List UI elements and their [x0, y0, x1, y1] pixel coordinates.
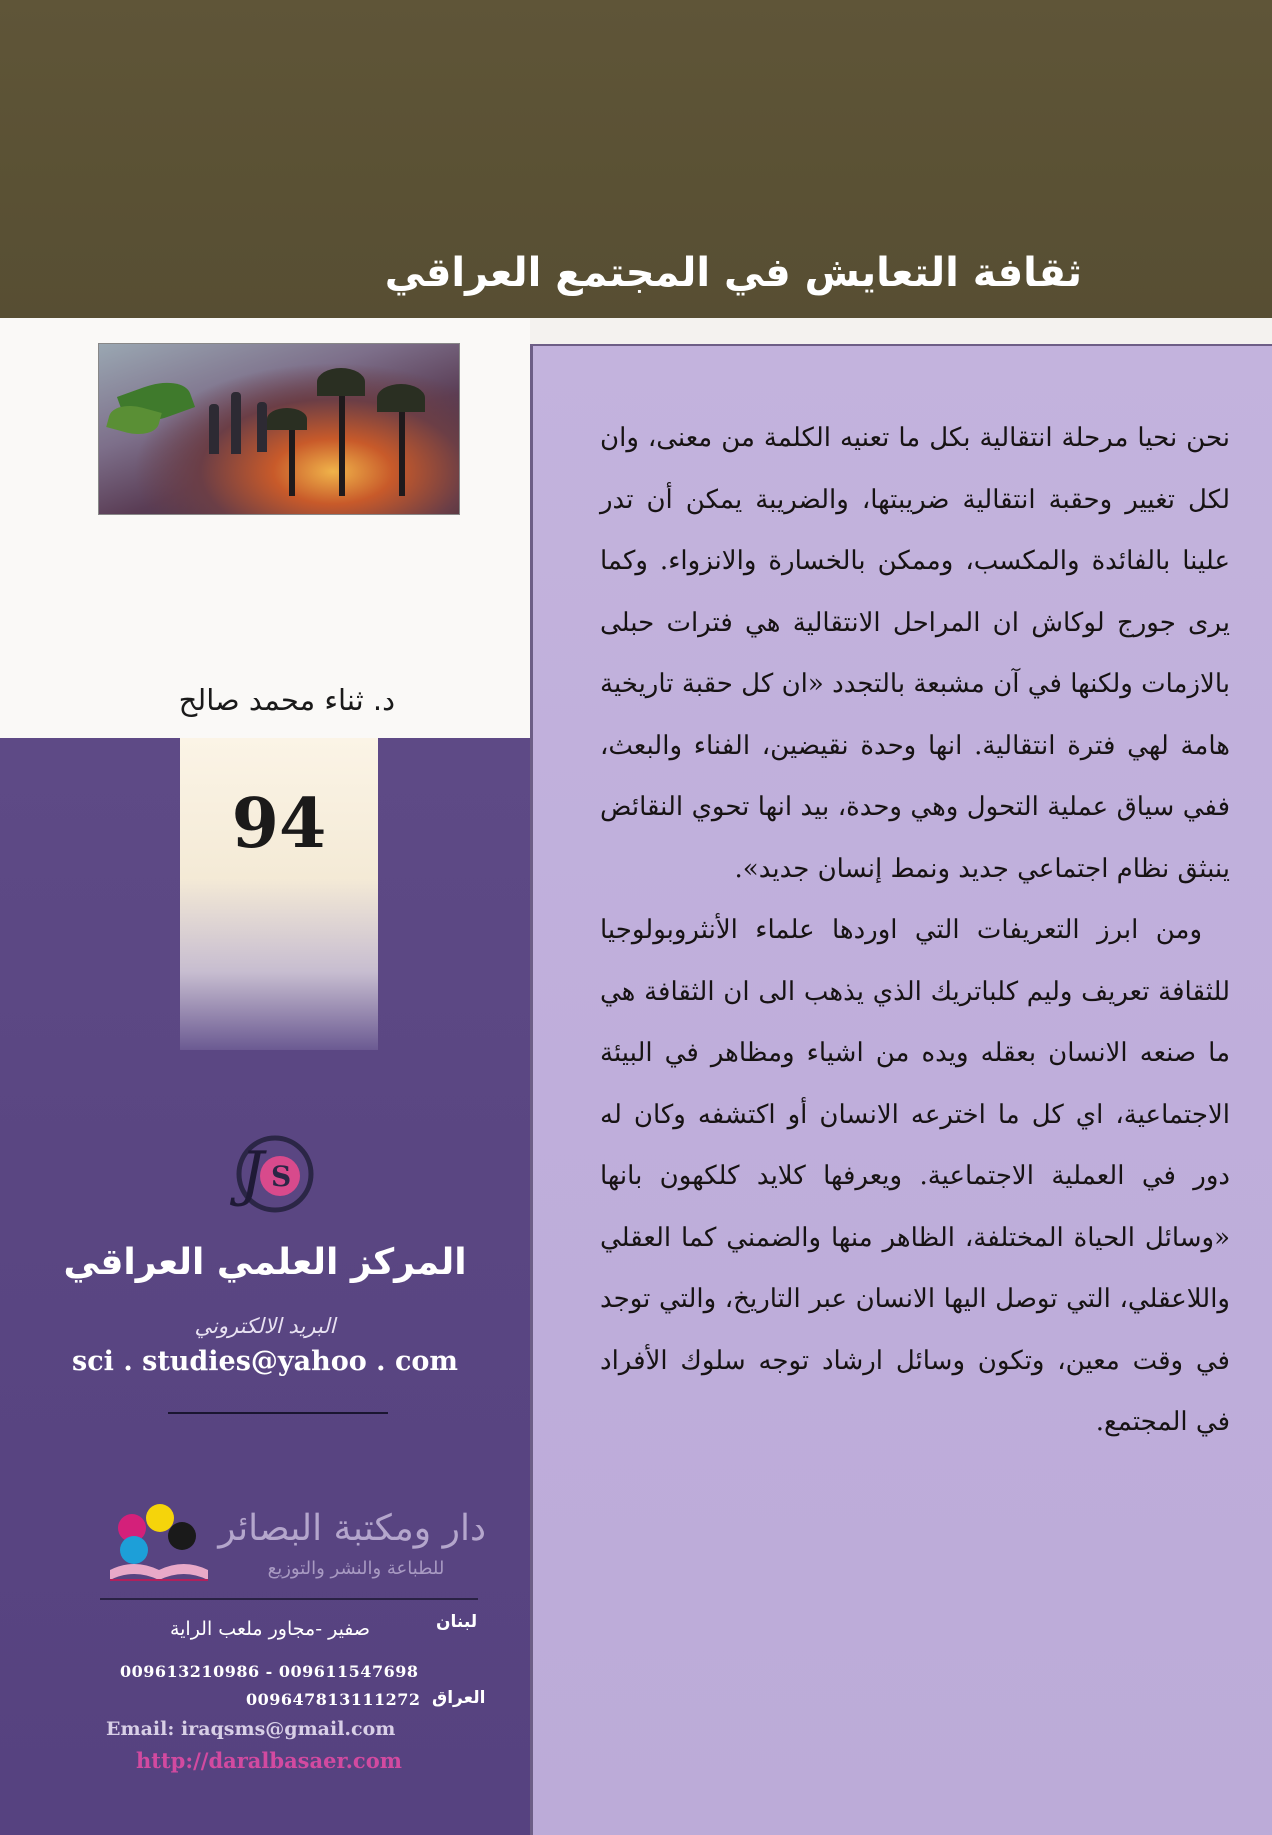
figure-silhouette: [209, 404, 219, 454]
author-name: د. ثناء محمد صالح: [178, 683, 395, 717]
publisher-email[interactable]: Email: iraqsms@gmail.com: [106, 1718, 396, 1740]
publisher-url[interactable]: http://daralbasaer.com: [136, 1748, 402, 1773]
book-title: ثقافة التعايش في المجتمع العراقي: [384, 250, 1082, 296]
series-number: 94: [231, 784, 327, 864]
figure-silhouette: [231, 392, 241, 454]
center-email[interactable]: sci . studies@yahoo . com: [72, 1346, 458, 1377]
back-cover-text: [600, 408, 1230, 1454]
svg-text:S: S: [271, 1160, 292, 1193]
paragraph: نحن نحيا مرحلة انتقالية بكل ما تعنيه الكلمة من معنى، وان لكل تغيير وحقبة انتقالية ضريبتها، والضريبة يمكن أن تدر علينا بالفائدة والمكسب، وممكن بالخسارة والانزواء. وكما يرى جورج لوكاش ان المراحل الانتقالية هي فترات حبلى بالازمات ولكنها في آن مشبعة بالتجدد «ان كل حقبة تاريخية هامة لهي فترة انتقالية. انها وحدة نقيضين، الفناء والبعث، ففي سياق عملية التحول وهي وحدة، بيد انها تحوي النقائض ينبثق نظام اجتماعي جديد ونمط إنسان جديد».: [600, 423, 1231, 884]
svg-text:J: J: [240, 1139, 265, 1209]
publisher-logo-icon: [104, 1500, 214, 1590]
center-name: المركز العلمي العراقي: [63, 1242, 467, 1283]
cover-illustration: [98, 343, 460, 515]
figure-silhouette: [257, 402, 267, 452]
palm-frond: [317, 368, 365, 396]
publisher-name: دار ومكتبة البصائر: [218, 1508, 486, 1549]
palm-frond: [377, 384, 425, 412]
divider: [168, 1412, 388, 1414]
lebanon-phones: 009613210986 - 009611547698: [120, 1662, 419, 1681]
email-label: البريد الالكتروني: [194, 1314, 336, 1338]
paragraph: ومن ابرز التعريفات التي اوردها علماء الأنثروبولوجيا للثقافة تعريف وليم كلباتريك الذي يذهب الى ان الثقافة هي ما صنعه الانسان بعقله ويده من اشياء ومظاهر في البيئة الاجتماعية، اي كل ما اخترعه الانسان أو اكتشفه وكان له دور في العملية الاجتماعية. ويعرفها كلايد كلكهون بانها «وسائل الحياة المختلفة، الظاهر منها والضمني كما العقلي واللاعقلي، التي توصل اليها الانسان عبر التاريخ، والتي توجد في وقت معين، وتكون وسائل ارشاد توجه سلوك الأفراد في المجتمع.: [600, 915, 1230, 1437]
publisher-subtitle: للطباعة والنشر والتوزيع: [267, 1558, 445, 1579]
publisher-address: صفير -مجاور ملعب الراية: [169, 1618, 371, 1640]
country-iraq: العراق: [432, 1688, 486, 1708]
country-lebanon: لبنان: [436, 1612, 478, 1632]
publisher-divider: [100, 1598, 478, 1600]
center-logo-icon: [220, 1128, 330, 1220]
palm-frond: [267, 408, 307, 430]
iraq-phone: 009647813111272: [246, 1690, 421, 1709]
